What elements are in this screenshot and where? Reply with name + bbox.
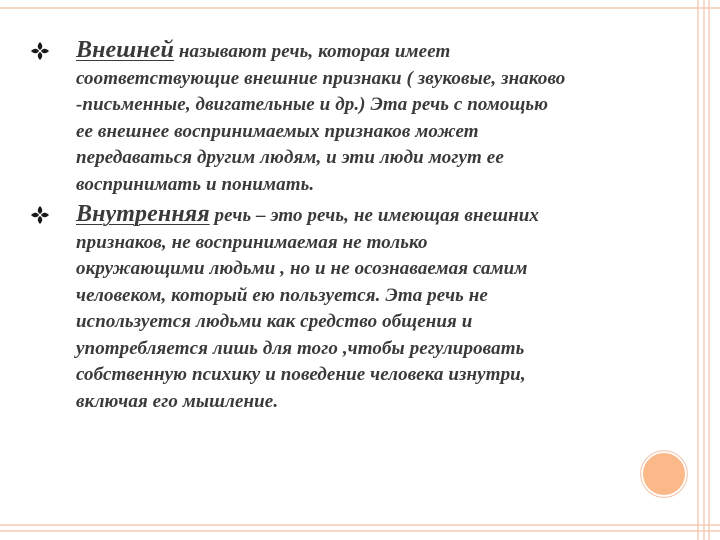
text-line: включая его мышление. xyxy=(76,390,279,412)
decorative-circle xyxy=(640,450,688,498)
text-line: ее внешнее воспринимаемых признаков может xyxy=(76,120,479,142)
diamond-leaf-bullet-icon xyxy=(30,41,50,61)
text-line: воспринимать и понимать. xyxy=(76,173,315,195)
text-line: употребляется лишь для того ,чтобы регулировать xyxy=(76,337,525,359)
text-line: собственную психику и поведение человека изнутри, xyxy=(76,364,526,385)
text-line: речь – это речь, не имеющая внешних xyxy=(214,205,540,226)
paragraph-internal-speech xyxy=(76,201,539,415)
text-line: передаваться другим людям, и эти люди могут ее xyxy=(76,147,504,168)
text-line: используется людьми как средство общения и xyxy=(76,311,473,332)
diamond-leaf-bullet-icon xyxy=(30,205,50,225)
text-line: соответствующие внешние признаки ( звуковые, знаково xyxy=(76,67,566,89)
paragraph-external-speech xyxy=(76,37,565,198)
text-line: -письменные, двигательные и др.) Эта речь с помощью xyxy=(76,94,549,115)
text-line: признаков, не воспринимаемая не только xyxy=(76,231,428,253)
lead-term-external: Внешней xyxy=(76,37,175,63)
lead-term-internal: Внутренняя xyxy=(76,201,210,227)
text-line: человеком, который ею пользуется. Эта речь не xyxy=(76,284,488,306)
text-line: окружающими людьми , но и не осознаваемая самим xyxy=(76,258,528,279)
text-line: называют речь, которая имеет xyxy=(178,41,451,62)
